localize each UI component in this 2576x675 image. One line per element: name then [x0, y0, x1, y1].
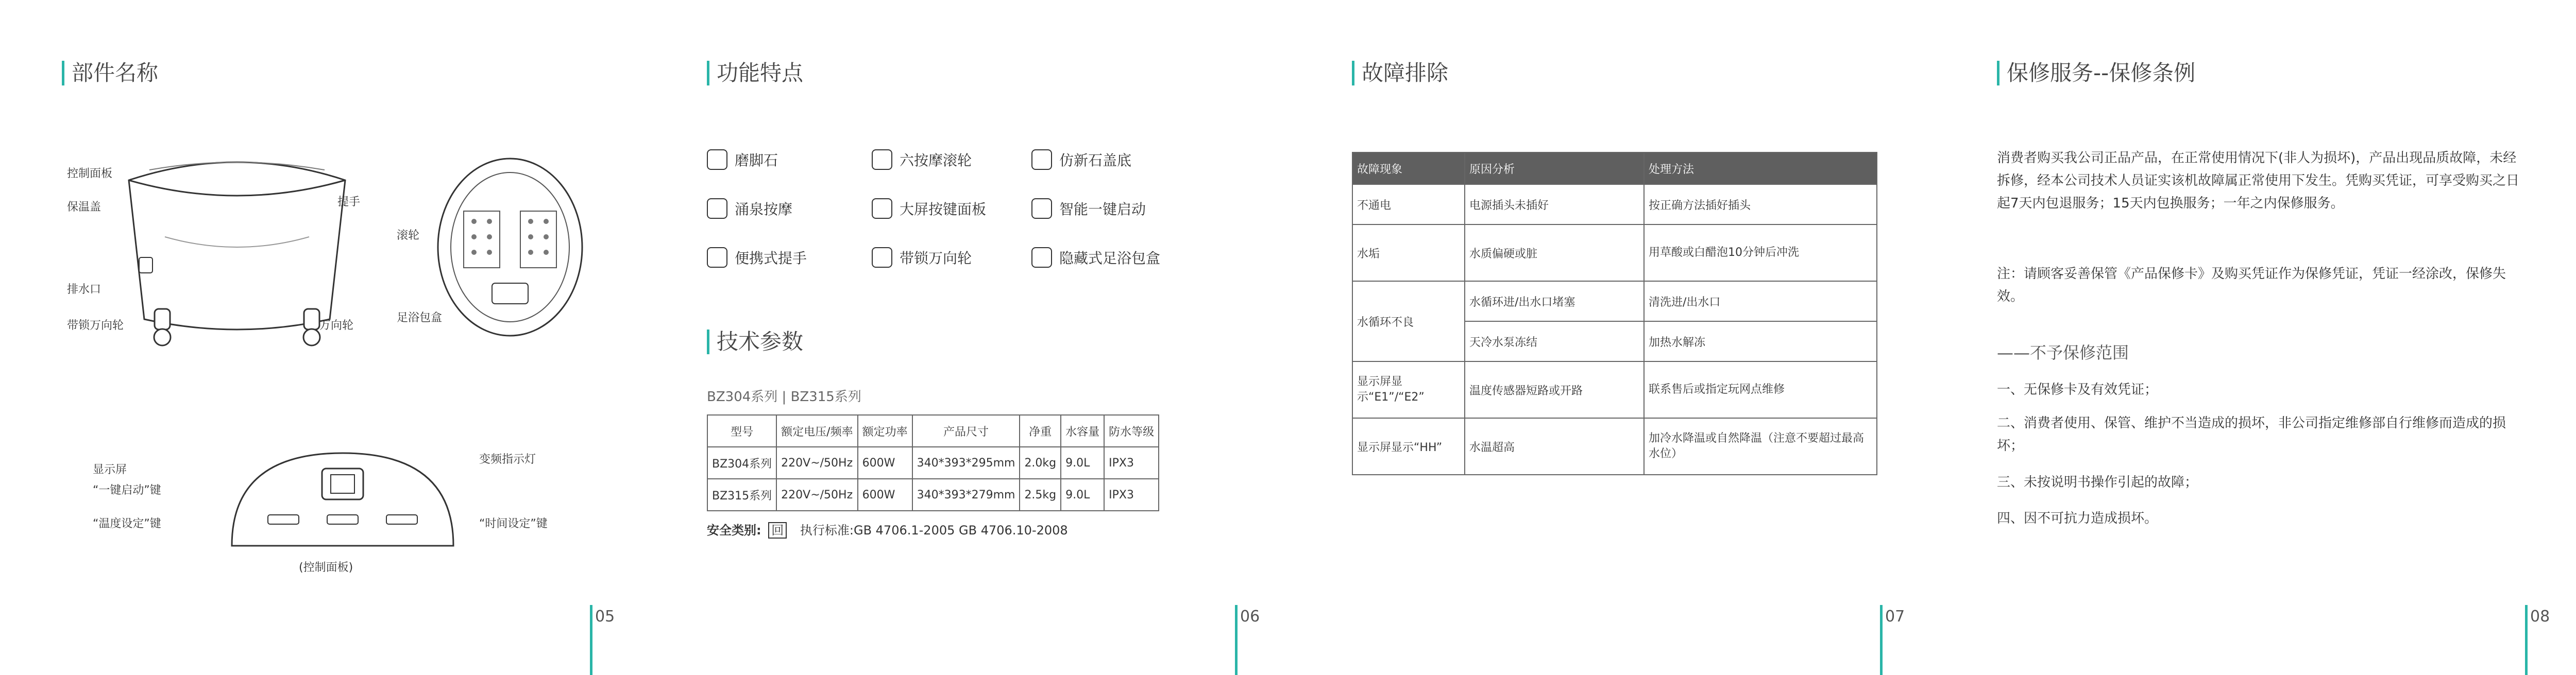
- table-cell: 显示屏显示“E1”/“E2”: [1352, 361, 1465, 418]
- box-icon: [1031, 247, 1052, 268]
- table-header: 净重: [1020, 415, 1061, 447]
- page-number: 06: [1240, 608, 1260, 626]
- page-marker: [2525, 605, 2528, 675]
- label-lock-wheel: 带锁万向轮: [67, 319, 124, 332]
- table-cell: 220V~/50Hz: [776, 447, 857, 479]
- feature-item: 智能一键启动: [1031, 198, 1146, 220]
- table-cell: 340*393*295mm: [912, 447, 1020, 479]
- panel-features: [645, 0, 1290, 675]
- page-marker: [1880, 605, 1883, 675]
- table-cell: 加热水解冻: [1644, 321, 1877, 361]
- table-cell: 9.0L: [1061, 479, 1104, 511]
- handle-icon: [707, 247, 727, 268]
- table-header: 型号: [707, 415, 776, 447]
- table-cell: 电源插头未插好: [1465, 184, 1644, 224]
- table-cell: 600W: [858, 479, 912, 511]
- table-cell: 加冷水降温或自然降温（注意不要超过最高水位）: [1644, 418, 1877, 475]
- table-cell: 清洗进/出水口: [1644, 281, 1877, 321]
- table-header: 额定功率: [858, 415, 912, 447]
- roller-icon: [872, 149, 892, 170]
- feature-item: 仿新石盖底: [1031, 149, 1131, 171]
- table-row: [1352, 418, 1877, 475]
- warranty-subtitle: ——不予保修范围: [1997, 343, 2129, 362]
- table-cell: 水循环进/出水口堵塞: [1465, 281, 1644, 321]
- table-cell: 水循环不良: [1352, 281, 1465, 361]
- safety-mark: 回: [768, 522, 787, 539]
- table-header-row: [707, 415, 1159, 447]
- table-header: 防水等级: [1104, 415, 1159, 447]
- label-time-key: “时间设定”键: [479, 517, 548, 530]
- table-header: 故障现象: [1352, 152, 1465, 184]
- table-cell: BZ315系列: [707, 479, 776, 511]
- fault-table: [1352, 152, 1877, 475]
- table-cell: 天冷水泵冻结: [1465, 321, 1644, 361]
- table-cell: 显示屏显示“HH”: [1352, 418, 1465, 475]
- stone-icon: [707, 149, 727, 170]
- wheel-icon: [872, 247, 892, 268]
- table-cell: IPX3: [1104, 479, 1159, 511]
- label-wheel: 万向轮: [319, 319, 354, 332]
- safety-line: [707, 520, 1068, 538]
- table-header: 原因分析: [1465, 152, 1644, 184]
- table-row: [707, 447, 1159, 479]
- exclusion-item: 四、因不可抗力造成损坏。: [1997, 511, 2158, 526]
- spec-table: [707, 414, 1159, 511]
- massage-icon: [707, 198, 727, 219]
- faults-title: 故障排除: [1352, 61, 1448, 85]
- exclusion-item: 三、未按说明书操作引起的故障；: [1997, 475, 2198, 490]
- page-marker: [1235, 605, 1238, 675]
- table-cell: 水温超高: [1465, 418, 1644, 475]
- table-cell: 600W: [858, 447, 912, 479]
- tech-title: 技术参数: [707, 330, 803, 354]
- feature-item: 便携式提手: [707, 247, 807, 269]
- warranty-title: 保修服务--保修条例: [1997, 61, 2195, 85]
- feature-item: 涌泉按摩: [707, 198, 792, 220]
- label-handle: 提手: [337, 196, 361, 209]
- panel-icon: [872, 198, 892, 219]
- table-row: [707, 479, 1159, 511]
- control-panel-illustration: [222, 443, 464, 556]
- table-cell: 按正确方法插好插头: [1644, 184, 1877, 224]
- warranty-para: 消费者购买我公司正品产品，在正常使用情况下(非人为损坏)，产品出现品质故障，未经拆修，经本公司技术人员证实该机故障属正常使用下发生。凭购买凭证，可享受购买之日起7天内包退服务；15天内包换服务；一年之内保修服务。: [1997, 150, 2520, 211]
- warranty-note: 注：请顾客妥善保管《产品保修卡》及购买凭证作为保修凭证，凭证一经涂改，保修失效。: [1997, 266, 2506, 304]
- table-cell: 联系售后或指定玩网点维修: [1644, 361, 1877, 418]
- safety-label: 安全类别:: [707, 523, 761, 538]
- table-cell: 水垢: [1352, 224, 1465, 281]
- table-row: [1352, 184, 1877, 224]
- table-row: [1352, 224, 1877, 281]
- table-cell: 9.0L: [1061, 447, 1104, 479]
- table-cell: 温度传感器短路或开路: [1465, 361, 1644, 418]
- table-cell: 340*393*279mm: [912, 479, 1020, 511]
- table-header: 额定电压/频率: [776, 415, 857, 447]
- panel-warranty: [1935, 0, 2576, 675]
- standard-text: 执行标准:GB 4706.1-2005 GB 4706.10-2008: [800, 523, 1068, 538]
- label-one-key-start: “一键启动”键: [93, 484, 161, 497]
- table-cell: 不通电: [1352, 184, 1465, 224]
- table-cell: 2.5kg: [1020, 479, 1061, 511]
- table-cell: 用草酸或白醋泡10分钟后冲洗: [1644, 224, 1877, 281]
- table-header: 处理方法: [1644, 152, 1877, 184]
- page-number: 07: [1885, 608, 1905, 626]
- panel-parts: [0, 0, 645, 675]
- features-title: 功能特点: [707, 61, 803, 85]
- label-control-panel: 控制面板: [67, 167, 113, 180]
- feature-item: 隐藏式足浴包盒: [1031, 247, 1160, 269]
- label-display: 显示屏: [93, 463, 127, 476]
- page-marker: [590, 605, 592, 675]
- table-row: [1352, 281, 1877, 321]
- parts-title: 部件名称: [62, 61, 158, 85]
- exclusion-item: 一、无保修卡及有效凭证；: [1997, 382, 2158, 397]
- table-header: 产品尺寸: [912, 415, 1020, 447]
- feature-item: 带锁万向轮: [872, 247, 972, 269]
- table-header-row: [1352, 152, 1877, 184]
- feature-item: 大屏按键面板: [872, 198, 986, 220]
- label-freq-indicator: 变频指示灯: [479, 453, 536, 466]
- panel-faults: [1290, 0, 1935, 675]
- table-header: 水容量: [1061, 415, 1104, 447]
- page-number: 08: [2530, 608, 2550, 626]
- table-cell: IPX3: [1104, 447, 1159, 479]
- page-number: 05: [595, 608, 615, 626]
- exclusion-item: 二、消费者使用、保管、维护不当造成的损坏，非公司指定维修部自行维修而造成的损坏；: [1997, 416, 2506, 454]
- label-bag-box: 足浴包盒: [397, 311, 443, 324]
- label-temp-key: “温度设定”键: [93, 517, 161, 530]
- table-cell: 水质偏硬或脏: [1465, 224, 1644, 281]
- series-label: BZ304系列 | BZ315系列: [707, 389, 861, 405]
- table-cell: BZ304系列: [707, 447, 776, 479]
- label-control-panel-caption: (控制面板): [299, 561, 353, 574]
- label-roller: 滚轮: [397, 229, 420, 242]
- footbath-top-illustration: [433, 154, 587, 340]
- feature-item: 磨脚石: [707, 149, 778, 171]
- table-row: [1352, 361, 1877, 418]
- table-cell: 2.0kg: [1020, 447, 1061, 479]
- power-icon: [1031, 198, 1052, 219]
- feature-item: 六按摩滚轮: [872, 149, 972, 171]
- table-cell: 220V~/50Hz: [776, 479, 857, 511]
- label-insulation-cover: 保温盖: [67, 201, 101, 214]
- label-drain: 排水口: [67, 283, 101, 296]
- base-icon: [1031, 149, 1052, 170]
